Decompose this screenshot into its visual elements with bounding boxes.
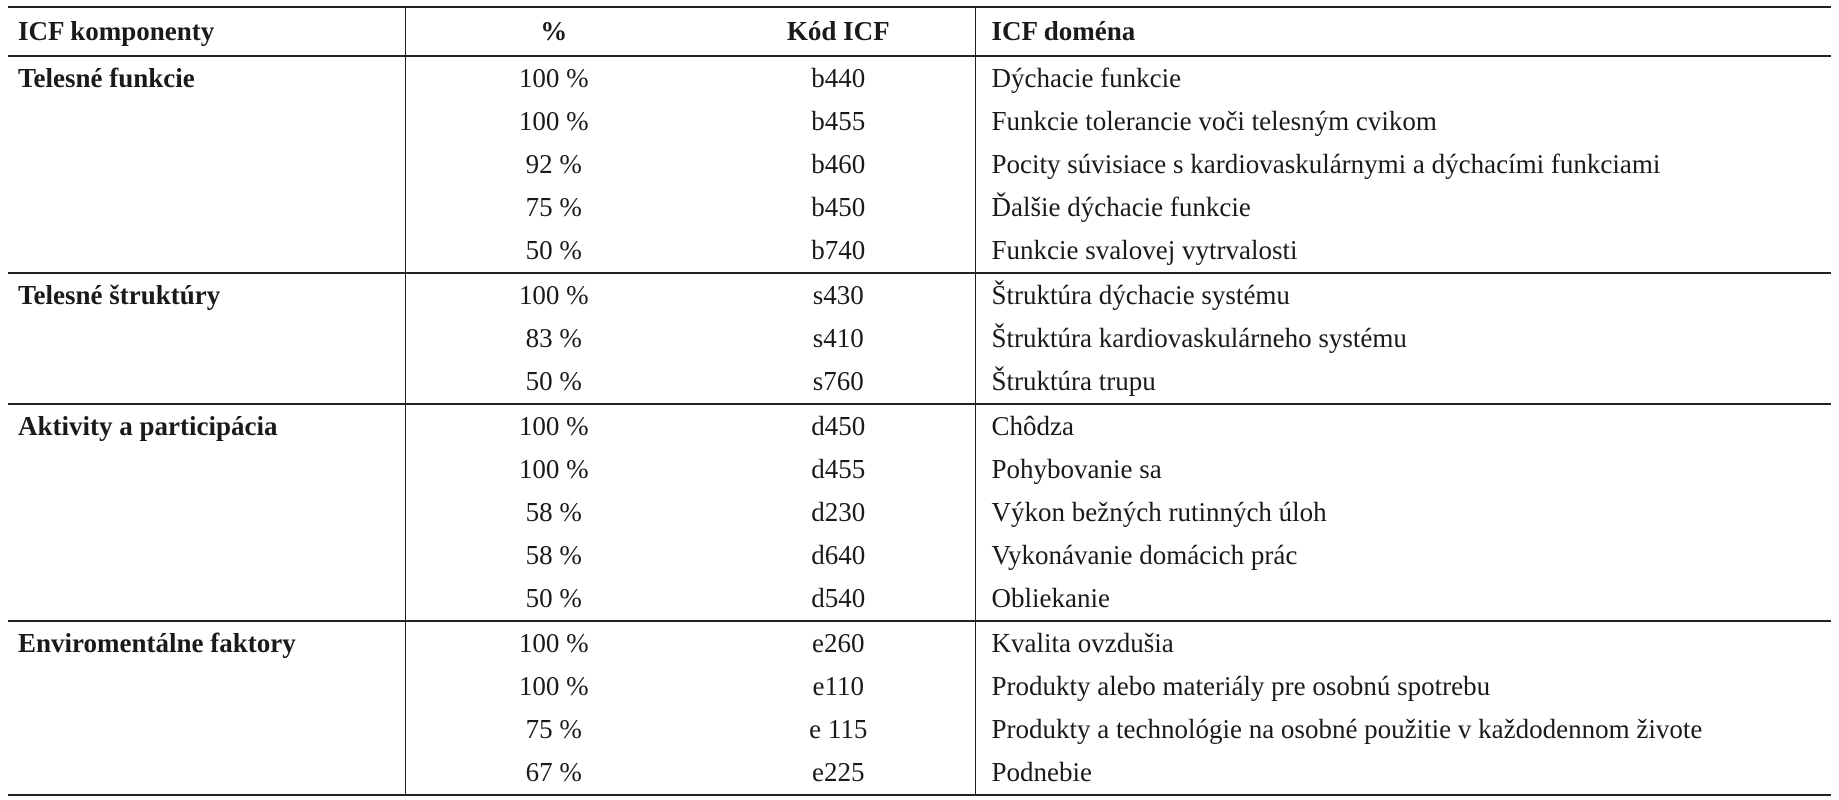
component-cell-empty — [8, 317, 405, 360]
percent-cell: 50 % — [525, 366, 582, 396]
table-row — [8, 708, 1831, 751]
percent-cell: 92 % — [525, 149, 582, 179]
icf-code-cell: b740 — [811, 235, 866, 265]
table-header — [8, 7, 1831, 56]
percent-cell: 58 % — [525, 497, 582, 527]
icf-domain-cell: Štruktúra kardiovaskulárneho systému — [975, 317, 1831, 360]
component-cell-empty — [8, 751, 405, 795]
table-row — [8, 229, 1831, 273]
icf-code-cell: d640 — [811, 540, 866, 570]
header-percent: % — [405, 7, 702, 56]
component-cell-empty — [8, 577, 405, 621]
table-row — [8, 360, 1831, 404]
percent-cell: 75 % — [525, 192, 582, 222]
table-row — [8, 534, 1831, 577]
component-name: Enviromentálne faktory — [8, 621, 405, 665]
table-body — [8, 56, 1831, 795]
percent-cell: 100 % — [518, 671, 589, 701]
icf-domain-cell: Ďalšie dýchacie funkcie — [975, 186, 1831, 229]
table-row — [8, 751, 1831, 795]
icf-domain-cell: Kvalita ovzdušia — [975, 621, 1831, 665]
icf-code-cell: d230 — [811, 497, 866, 527]
percent-cell: 75 % — [525, 714, 582, 744]
icf-domain-cell: Pocity súvisiace s kardiovaskulárnymi a dýchacími funkciami — [975, 143, 1831, 186]
icf-domain-cell: Chôdza — [975, 404, 1831, 448]
percent-cell: 100 % — [518, 454, 589, 484]
icf-domain-cell: Funkcie tolerancie voči telesným cvikom — [975, 100, 1831, 143]
icf-domain-cell: Vykonávanie domácich prác — [975, 534, 1831, 577]
component-cell-empty — [8, 229, 405, 273]
component-cell-empty — [8, 143, 405, 186]
icf-domain-cell: Dýchacie funkcie — [975, 56, 1831, 100]
component-cell-empty — [8, 100, 405, 143]
percent-cell: 67 % — [405, 751, 702, 795]
percent-cell: 100 % — [405, 56, 702, 100]
icf-code-cell: e 115 — [809, 714, 868, 744]
table-row — [8, 404, 1831, 448]
icf-code-cell: s410 — [812, 323, 864, 353]
icf-code-cell: d450 — [702, 404, 975, 448]
icf-code-cell: e225 — [702, 751, 975, 795]
icf-code-cell: s430 — [702, 273, 975, 317]
table-row — [8, 100, 1831, 143]
icf-domain-cell: Funkcie svalovej vytrvalosti — [975, 229, 1831, 273]
table-row — [8, 448, 1831, 491]
percent-cell: 100 % — [518, 106, 589, 136]
component-name: Aktivity a participácia — [8, 404, 405, 448]
icf-domain-cell: Štruktúra trupu — [975, 360, 1831, 404]
header-component: ICF komponenty — [8, 7, 405, 56]
icf-code-cell: b460 — [811, 149, 866, 179]
percent-cell: 50 % — [525, 235, 582, 265]
icf-code-cell: b450 — [811, 192, 866, 222]
icf-code-cell: b440 — [702, 56, 975, 100]
icf-domain-cell: Pohybovanie sa — [975, 448, 1831, 491]
header-code: Kód ICF — [702, 7, 975, 56]
table-row — [8, 317, 1831, 360]
table-row — [8, 186, 1831, 229]
icf-domain-cell: Produkty a technológie na osobné použitie v každodennom živote — [975, 708, 1831, 751]
icf-code-cell: e260 — [702, 621, 975, 665]
component-cell-empty — [8, 708, 405, 751]
icf-table — [8, 6, 1831, 796]
percent-cell: 83 % — [525, 323, 582, 353]
icf-domain-cell: Podnebie — [975, 751, 1831, 795]
icf-code-cell: d540 — [811, 583, 866, 613]
table-row — [8, 273, 1831, 317]
icf-code-cell: s760 — [812, 366, 864, 396]
table-row — [8, 665, 1831, 708]
component-name: Telesné štruktúry — [8, 273, 405, 317]
percent-cell: 100 % — [405, 621, 702, 665]
component-name: Telesné funkcie — [8, 56, 405, 100]
icf-code-cell: e110 — [812, 671, 864, 701]
icf-domain-cell: Výkon bežných rutinných úloh — [975, 491, 1831, 534]
table-row — [8, 56, 1831, 100]
component-cell-empty — [8, 491, 405, 534]
header-domain: ICF doména — [975, 7, 1831, 56]
percent-cell: 100 % — [405, 273, 702, 317]
icf-code-cell: b455 — [811, 106, 866, 136]
component-cell-empty — [8, 665, 405, 708]
component-cell-empty — [8, 360, 405, 404]
table-row — [8, 491, 1831, 534]
icf-code-cell: d455 — [811, 454, 866, 484]
table-row — [8, 143, 1831, 186]
icf-domain-cell: Štruktúra dýchacie systému — [975, 273, 1831, 317]
percent-cell: 50 % — [525, 583, 582, 613]
table-row — [8, 577, 1831, 621]
component-cell-empty — [8, 186, 405, 229]
percent-cell: 58 % — [525, 540, 582, 570]
icf-domain-cell: Obliekanie — [975, 577, 1831, 621]
icf-domain-cell: Produkty alebo materiály pre osobnú spotrebu — [975, 665, 1831, 708]
percent-cell: 100 % — [405, 404, 702, 448]
component-cell-empty — [8, 534, 405, 577]
header-row — [8, 7, 1831, 56]
table-row — [8, 621, 1831, 665]
component-cell-empty — [8, 448, 405, 491]
